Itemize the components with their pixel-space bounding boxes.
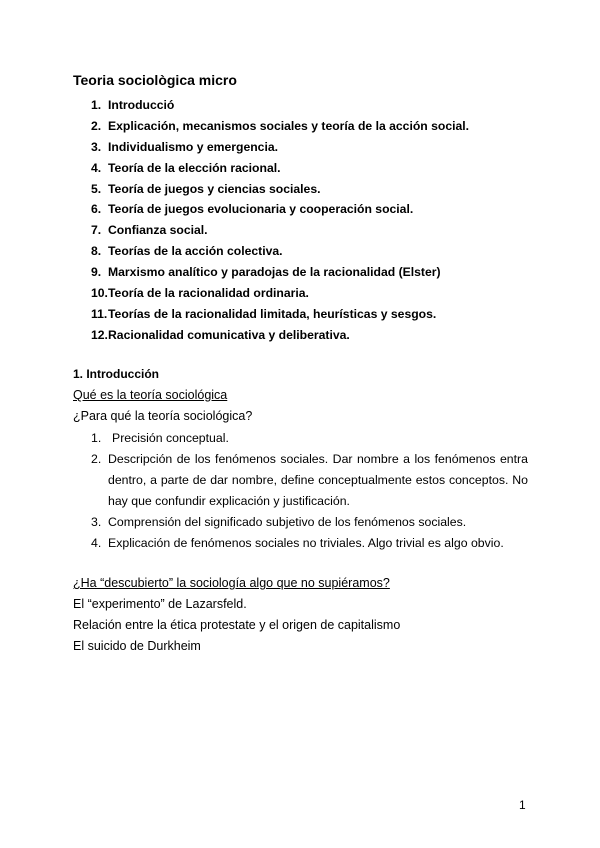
toc-item-number: 7. xyxy=(91,223,102,238)
toc-item-text: Marxismo analítico y paradojas de la racionalidad (Elster) xyxy=(108,265,441,280)
toc-item-number: 4. xyxy=(91,160,102,175)
toc-item-text: Racionalidad comunicativa y deliberativa. xyxy=(108,327,350,342)
toc-item xyxy=(91,325,469,346)
toc-item-text: Teoría de juegos y ciencias sociales. xyxy=(108,181,321,196)
toc-item-number: 11. xyxy=(91,306,108,321)
toc-item-number: 6. xyxy=(91,202,102,217)
toc-item xyxy=(91,220,469,241)
section-subheading: Qué es la teoría sociológica xyxy=(73,388,228,402)
list-item xyxy=(91,428,528,449)
table-of-contents xyxy=(91,95,469,346)
toc-item-number: 2. xyxy=(91,118,102,133)
list-item-text: Comprensión del significado subjetivo de los fenómenos sociales. xyxy=(108,515,467,529)
list-item-number: 2. xyxy=(91,452,102,466)
list-item-text: Precisión conceptual. xyxy=(112,431,229,445)
toc-item-number: 12. xyxy=(91,327,108,342)
toc-item-number: 3. xyxy=(91,139,102,154)
toc-item xyxy=(91,199,469,220)
toc-item xyxy=(91,179,469,200)
list-item-number: 1. xyxy=(91,431,102,445)
list-item-number: 4. xyxy=(91,536,102,550)
toc-item-text: Teoría de la racionalidad ordinaria. xyxy=(108,286,309,301)
toc-item-number: 9. xyxy=(91,265,102,280)
toc-item xyxy=(91,137,469,158)
toc-item xyxy=(91,116,469,137)
toc-item xyxy=(91,241,469,262)
discovery-question: ¿Ha “descubierto” la sociología algo que no supiéramos? xyxy=(73,576,390,590)
body-line: Relación entre la ética protestate y el origen de capitalismo xyxy=(73,618,401,632)
purpose-list xyxy=(91,428,528,554)
list-item-text: Descripción de los fenómenos sociales. Dar nombre a los fenómenos entra dentro, a parte de dar nombre, define conceptualmente estos conceptos. No hay que confundir explicación y justificación. xyxy=(108,452,528,508)
section-question: ¿Para qué la teoría sociológica? xyxy=(73,409,253,423)
toc-item-number: 8. xyxy=(91,244,102,259)
list-item xyxy=(91,449,528,512)
toc-item-text: Teorías de la acción colectiva. xyxy=(108,244,283,259)
toc-item-number: 10. xyxy=(91,286,108,301)
page-number: 1 xyxy=(519,798,526,812)
list-item-text: Explicación de fenómenos sociales no triviales. Algo trivial es algo obvio. xyxy=(108,536,504,550)
section-heading: 1. Introducción xyxy=(73,367,160,381)
list-item xyxy=(91,512,528,533)
body-line: El “experimento” de Lazarsfeld. xyxy=(73,597,247,611)
toc-item xyxy=(91,262,469,283)
toc-item xyxy=(91,95,469,116)
document-title: Teoria sociològica micro xyxy=(73,72,237,88)
toc-item-text: Introducció xyxy=(108,98,175,112)
list-item-number: 3. xyxy=(91,515,102,529)
toc-item-text: Teoría de la elección racional. xyxy=(108,160,281,175)
body-line: El suicido de Durkheim xyxy=(73,639,201,653)
toc-item xyxy=(91,283,469,304)
toc-item-text: Teoría de juegos evolucionaria y cooperación social. xyxy=(108,202,414,217)
toc-item xyxy=(91,158,469,179)
toc-item-text: Confianza social. xyxy=(108,223,208,238)
list-item xyxy=(91,533,528,554)
toc-item-text: Explicación, mecanismos sociales y teoría de la acción social. xyxy=(108,118,470,133)
toc-item-text: Teorías de la racionalidad limitada, heurísticas y sesgos. xyxy=(108,306,437,321)
toc-item xyxy=(91,304,469,325)
toc-item-number: 1. xyxy=(91,98,102,112)
toc-item-text: Individualismo y emergencia. xyxy=(108,139,279,154)
toc-item-number: 5. xyxy=(91,181,102,196)
